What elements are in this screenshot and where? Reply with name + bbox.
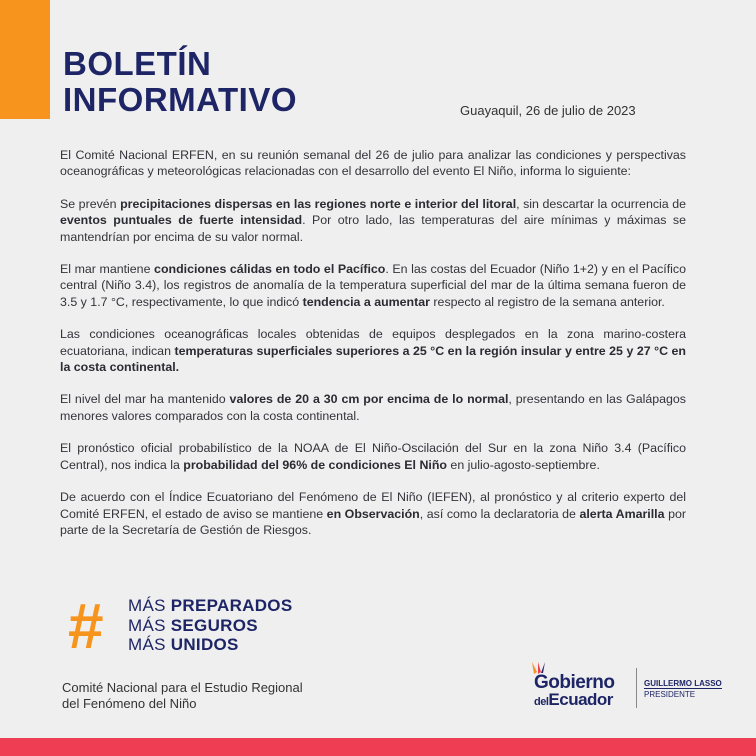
bulletin-paragraph [60, 261, 686, 310]
slogan [128, 596, 292, 655]
title-line-2: INFORMATIVO [63, 81, 298, 118]
highlighted-text: precipitaciones dispersas en las regiones norte e interior del litoral [120, 196, 517, 211]
bulletin-paragraph [60, 440, 686, 473]
committee-name [62, 680, 303, 711]
bulletin-paragraph [60, 147, 686, 180]
president-label [644, 679, 722, 699]
bottom-color-bar [0, 738, 756, 756]
paragraph-text: El Comité Nacional ERFEN, en su reunión semanal del 26 de julio para analizar las condiciones y perspectivas oceanográficas y meteorológicas relacionadas con el desarrollo del evento El Niño, informa lo siguiente: [60, 148, 686, 179]
bulletin-paragraph [60, 196, 686, 245]
bulletin-paragraph [60, 391, 686, 424]
paragraph-text: Las condiciones oceanográficas locales obtenidas de equipos desplegados en la zona marino-costera ecuatoriana, indican [60, 327, 686, 358]
bulletin-paragraph [60, 326, 686, 375]
bulletin-paragraph [60, 489, 686, 538]
gov-logo-word-2: delEcuador [534, 690, 613, 709]
slogan-line: MÁS UNIDOS [128, 635, 239, 654]
president-name: GUILLERMO LASSO [644, 679, 722, 688]
highlighted-text: probabilidad del 96% de condiciones El Niño [183, 457, 447, 472]
paragraph-text: en julio-agosto-septiembre. [446, 457, 600, 472]
slogan-line: MÁS SEGUROS [128, 615, 258, 635]
paragraph-text: , así como la declaratoria de [419, 506, 580, 521]
paragraph-text: El pronóstico oficial probabilístico de la NOAA de El Niño-Oscilación del Sur en la zona Niño 3.4 (Pacífico Central), nos indica la [60, 441, 686, 472]
page-title [63, 46, 297, 118]
bulletin-date: Guayaquil, 26 de julio de 2023 [460, 103, 636, 118]
highlighted-text: condiciones cálidas en todo el Pacífico [154, 262, 386, 277]
gov-logo-word-1: Gobierno [534, 672, 615, 693]
paragraph-text: De acuerdo con el Índice Ecuatoriano del Fenómeno de El Niño (IEFEN), al pronóstico y al criterio experto del Comité ERFEN, el estado de aviso se mantiene [60, 490, 686, 521]
highlighted-text: en Observación [326, 506, 420, 521]
president-role: PRESIDENTE [644, 688, 722, 699]
paragraph-text: por parte de la Secretaría de Gestión de Riesgos. [60, 506, 686, 537]
paragraph-text: respecto al registro de la semana anterior. [429, 294, 665, 309]
logo-divider [636, 668, 637, 708]
highlighted-text: eventos puntuales de fuerte intensidad [60, 213, 303, 228]
highlighted-text: tendencia a aumentar [302, 294, 430, 309]
paragraph-text: . Por otro lado, las temperaturas del aire mínimas y máximas se mantendrían por encima de su valor normal. [60, 213, 687, 244]
highlighted-text: alerta Amarilla [579, 506, 665, 521]
bulletin-body [60, 147, 686, 554]
hashtag-icon: # [68, 590, 104, 662]
paragraph-text: El mar mantiene [60, 262, 155, 277]
highlighted-text: temperaturas superficiales superiores a 25 °C en la región insular y entre 25 y 27 °C en la costa continental. [60, 343, 686, 375]
paragraph-text: Se prevén [60, 196, 121, 211]
paragraph-text: , presentando en las Galápagos menores valores comparados con la costa continental. [60, 392, 686, 423]
paragraph-text: , sin descartar la ocurrencia de [516, 196, 686, 211]
government-logo [530, 662, 730, 712]
committee-line-1: Comité Nacional para el Estudio Regional [62, 680, 303, 695]
paragraph-text: . En las costas del Ecuador (Niño 1+2) y en el Pacífico central (Niño 3.4), los registros de anomalía de la temperatura superficial del mar de la última semana fueron de 3.5 y 1.7 °C, respectivamente, lo que indicó [60, 262, 687, 309]
slogan-line: MÁS PREPARADOS [128, 596, 293, 615]
paragraph-text: El nivel del mar ha mantenido [60, 392, 230, 407]
committee-line-2: del Fenómeno del Niño [62, 695, 197, 711]
highlighted-text: valores de 20 a 30 cm por encima de lo normal [229, 392, 509, 407]
orange-accent-bar [0, 0, 50, 119]
title-line-1: BOLETÍN [63, 45, 212, 82]
